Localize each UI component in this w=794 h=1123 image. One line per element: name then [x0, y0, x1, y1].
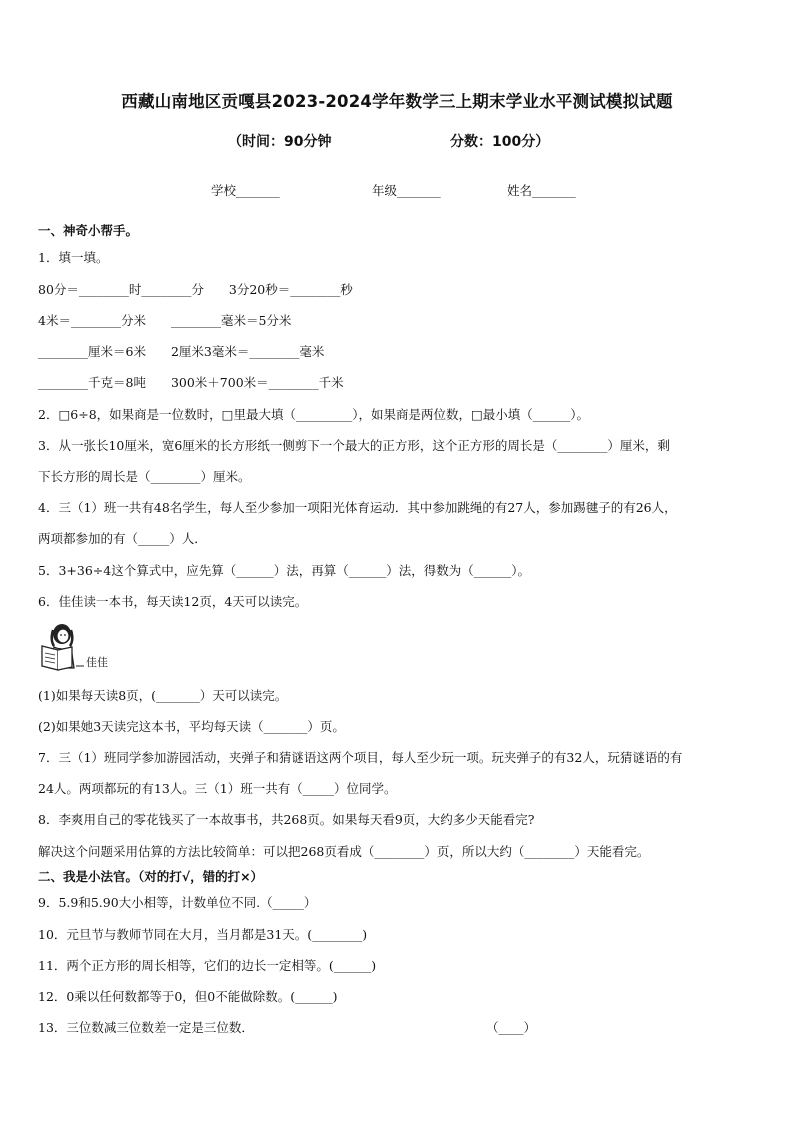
- figure-caption: 佳佳: [86, 656, 108, 669]
- question-9: 9．5.9和5.90大小相等，计数单位不同.（_____）: [38, 895, 317, 910]
- question-6: 6．佳佳读一本书，每天读12页，4天可以读完。: [38, 594, 308, 609]
- total-score: 分数：100分）: [450, 134, 550, 150]
- question-13-answer-blank: （____）: [486, 1020, 537, 1035]
- school-field[interactable]: 学校_______: [211, 183, 280, 198]
- question-5: 5．3+36÷4这个算式中，应先算（______）法，再算（______）法，得数为（______）。: [38, 563, 530, 578]
- question-1-row-2: 4米＝________分米 ________毫米＝5分米: [38, 313, 292, 328]
- question-11: 11．两个正方形的周长相等，它们的边长一定相等。(______): [38, 958, 377, 973]
- question-4: 4．三（1）班一共有48名学生，每人至少参加一项阳光体育运动．其中参加跳绳的有27人，参加踢毽子的有26人，: [38, 500, 677, 515]
- question-12: 12．0乘以任何数都等于0，但0不能做除数。(______): [38, 989, 338, 1004]
- question-8: 8．李爽用自己的零花钱买了一本故事书，共268页。如果每天看9页，大约多少天能看完?: [38, 812, 535, 827]
- question-6-2: (2)如果她3天读完这本书，平均每天读（_______）页。: [38, 719, 345, 734]
- question-6-1: (1)如果每天读8页，(_______）天可以读完。: [38, 688, 288, 703]
- section-heading-2: 二、我是小法官。（对的打√，错的打×）: [38, 869, 264, 884]
- time-limit: （时间：90分钟: [228, 134, 332, 150]
- girl-reading-icon: [42, 624, 84, 670]
- question-1-row-4: ________千克＝8吨 300米＋700米＝________千米: [38, 375, 344, 390]
- name-field[interactable]: 姓名_______: [507, 183, 576, 198]
- girl-reading-illustration: [38, 620, 112, 674]
- exam-title: 西藏山南地区贡嘎县2023-2024学年数学三上期末学业水平测试模拟试题: [121, 92, 673, 111]
- question-7-cont: 24人。两项都玩的有13人。三（1）班一共有（_____）位同学。: [38, 781, 397, 796]
- question-7: 7．三（1）班同学参加游园活动，夹弹子和猜谜语这两个项目，每人至少玩一项。玩夹弹子的有32人，玩猜谜语的有: [38, 750, 683, 765]
- question-1-row-1: 80分＝________时________分 3分20秒＝________秒: [38, 282, 353, 297]
- question-10: 10．元旦节与教师节同在大月，当月都是31天。(________): [38, 927, 368, 942]
- question-3: 3．从一张长10厘米，宽6厘米的长方形纸一侧剪下一个最大的正方形，这个正方形的周长是（________）厘米，剩: [38, 438, 670, 453]
- question-1-row-3: ________厘米＝6米 2厘米3毫米＝________毫米: [38, 344, 325, 359]
- question-2: 2．□6÷8，如果商是一位数时，□里最大填（_________），如果商是两位数，□最小填（______）。: [38, 407, 590, 422]
- question-3-cont: 下长方形的周长是（________）厘米。: [38, 469, 251, 484]
- question-1: 1．填一填。: [38, 250, 109, 265]
- question-8-cont: 解决这个问题采用估算的方法比较简单：可以把268页看成（________）页，所以大约（________）天能看完。: [38, 844, 650, 859]
- section-heading-1: 一、神奇小帮手。: [38, 223, 139, 238]
- grade-field[interactable]: 年级_______: [372, 183, 441, 198]
- question-4-cont: 两项都参加的有（_____）人．: [38, 531, 207, 546]
- question-13: 13．三位数减三位数差一定是三位数．: [38, 1020, 254, 1035]
